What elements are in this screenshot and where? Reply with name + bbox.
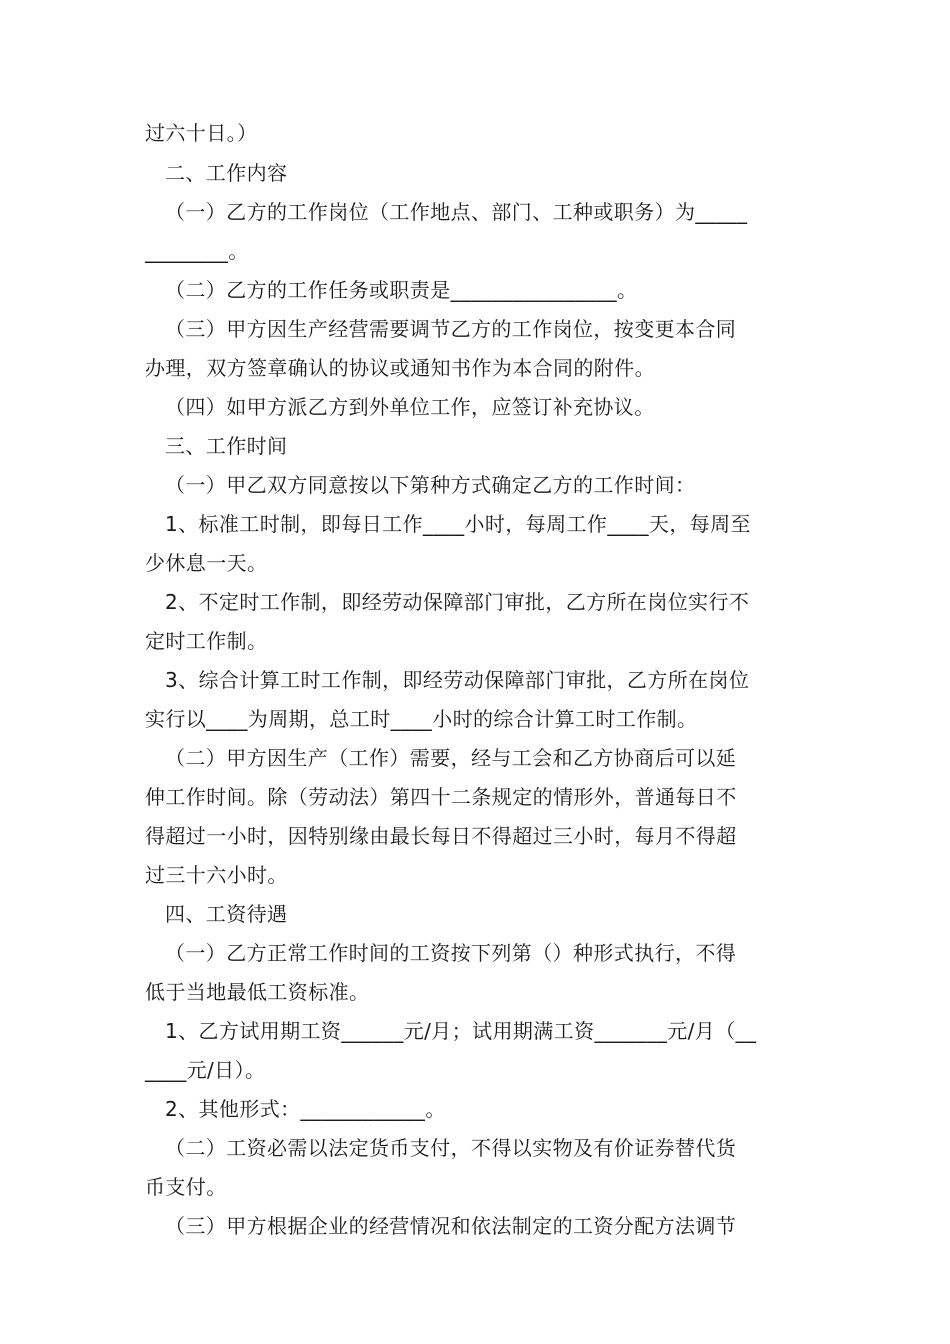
text-line: 1、乙方试用期工资______元/月；试用期满工资_______元/月（__ [165,1019,757,1043]
text-line: （四）如甲方派乙方到外单位工作，应签订补充协议。 [165,395,655,419]
text-line: 定时工作制。 [145,629,268,653]
text-line: 伸工作时间。除（劳动法）第四十二条规定的情形外，普通每日不 [145,785,737,809]
text-line: 3、综合计算工时工作制，即经劳动保障部门审批，乙方所在岗位 [165,668,750,692]
text-line: （二）乙方的工作任务或职责是________________。 [165,278,638,302]
text-line: （一）甲乙双方同意按以下第种方式确定乙方的工作时间： [165,473,696,497]
text-line: （三）甲方因生产经营需要调节乙方的工作岗位，按变更本合同 [165,317,737,341]
text-line: 币支付。 [145,1175,227,1199]
section-heading: 二、工作内容 [165,161,288,185]
text-line: 过三十六小时。 [145,863,288,887]
text-line: 低于当地最低工资标准。 [145,980,370,1004]
text-line: 2、不定时工作制，即经劳动保障部门审批，乙方所在岗位实行不 [165,590,750,614]
text-line: （一）乙方的工作岗位（工作地点、部门、工种或职务）为_____ [165,200,748,224]
text-line: （三）甲方根据企业的经营情况和依法制定的工资分配方法调节 [165,1214,737,1238]
text-line: 得超过一小时，因特别缘由最长每日不得超过三小时，每月不得超 [145,824,737,848]
text-line: （二）甲方因生产（工作）需要，经与工会和乙方协商后可以延 [165,746,737,770]
text-line: （一）乙方正常工作时间的工资按下列第（）种形式执行，不得 [165,941,737,965]
section-heading: 三、工作时间 [165,434,288,458]
text-line: 办理，双方签章确认的协议或通知书作为本合同的附件。 [145,356,655,380]
text-line: 1、标准工时制，即每日工作____小时，每周工作____天，每周至 [165,512,751,536]
text-line: ____元/日）。 [145,1058,266,1082]
text-line: 少休息一天。 [145,551,268,575]
text-line: 实行以____为周期，总工时____小时的综合计算工时工作制。 [145,707,698,731]
text-line: 2、其他形式：____________。 [165,1097,446,1121]
text-line: 过六十日。） [145,121,258,145]
section-heading: 四、工资待遇 [165,902,288,926]
text-line: （二）工资必需以法定货币支付，不得以实物及有价证券替代货 [165,1136,737,1160]
text-line: ________。 [145,239,249,263]
